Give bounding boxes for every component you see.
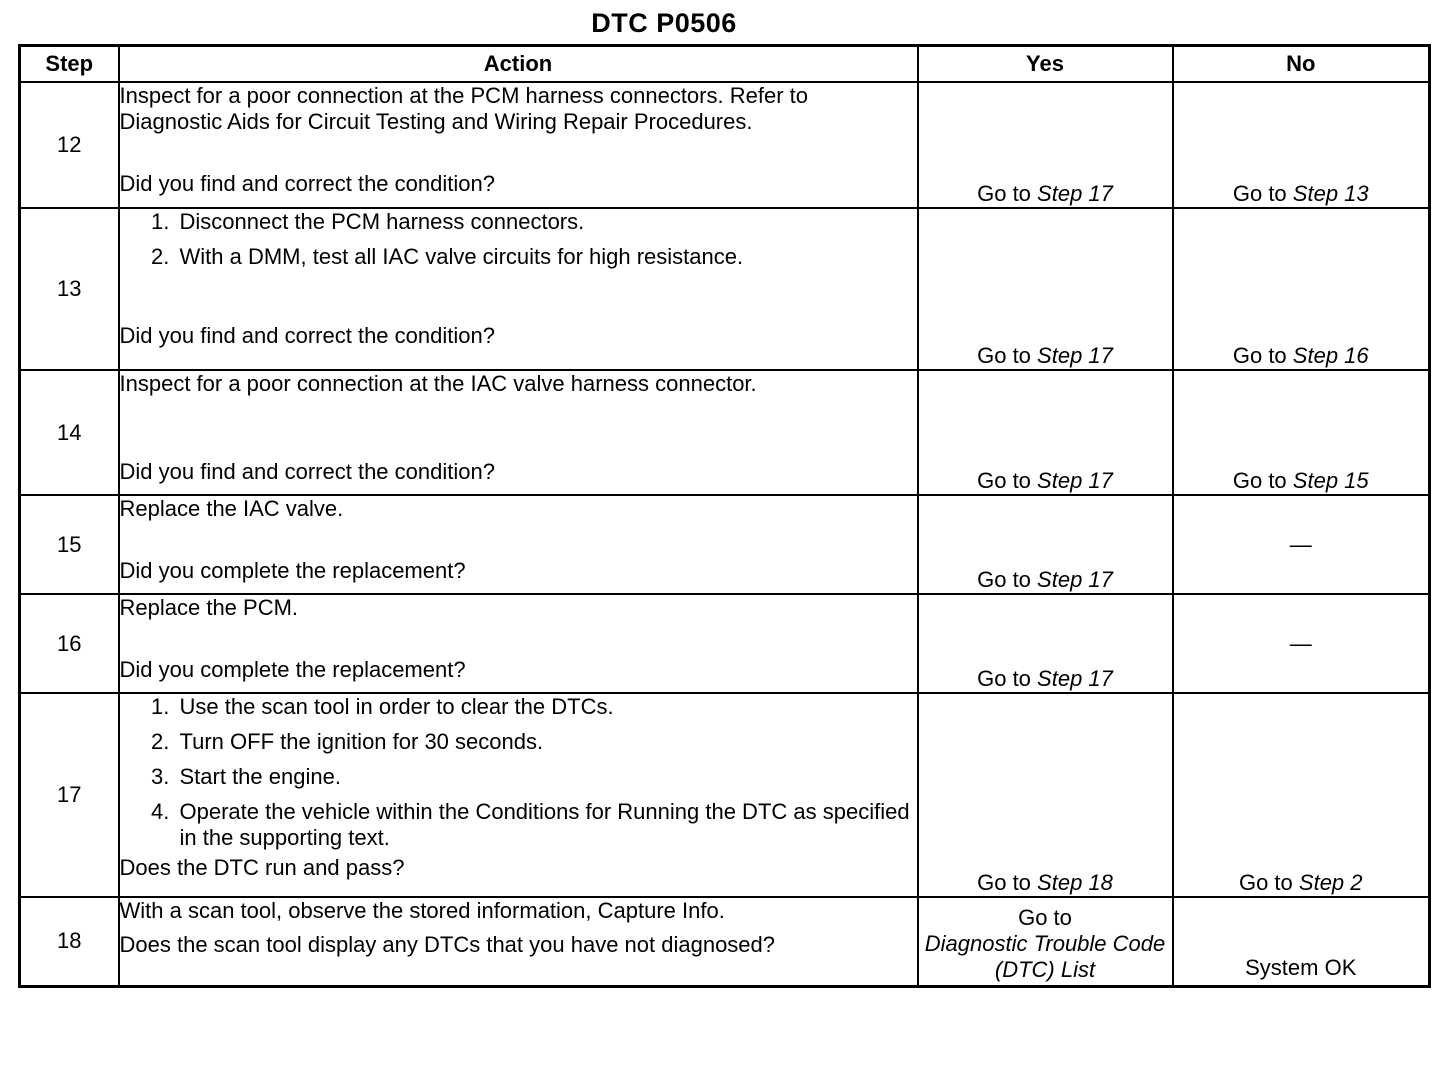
action-text: With a scan tool, observe the stored information, Capture Info. xyxy=(119,898,725,923)
list-item: 2. With a DMM, test all IAC valve circuits for high resistance. xyxy=(176,244,917,279)
action-cell xyxy=(119,82,918,208)
yes-step-link[interactable]: Step 17 xyxy=(1037,343,1113,368)
yes-cell xyxy=(918,208,1173,370)
yes-cell xyxy=(918,370,1173,495)
no-system-ok: System OK xyxy=(1245,954,1357,980)
action-cell xyxy=(119,495,918,594)
table-row xyxy=(20,693,1430,897)
list-item: 1. Disconnect the PCM harness connectors. xyxy=(176,209,917,244)
action-steps-list xyxy=(120,209,917,279)
yes-prefix: Go to xyxy=(977,181,1031,206)
action-text: Replace the IAC valve. xyxy=(119,496,344,521)
action-cell xyxy=(119,370,918,495)
table-row xyxy=(20,495,1430,594)
list-item: 3. Start the engine. xyxy=(176,764,917,799)
yes-prefix: Go to xyxy=(977,666,1031,691)
no-prefix: Go to xyxy=(1232,343,1287,368)
action-question: Does the DTC run and pass? xyxy=(119,855,405,880)
yes-step-link[interactable]: Step 18 xyxy=(1037,870,1113,895)
list-item: 1. Use the scan tool in order to clear the DTCs. xyxy=(176,694,917,729)
yes-cell xyxy=(918,693,1173,897)
action-cell xyxy=(119,594,918,693)
yes-dtc-list-link[interactable]: Diagnostic Trouble Code (DTC) List xyxy=(924,930,1166,982)
no-dash: — xyxy=(1289,531,1312,557)
step-number: 13 xyxy=(20,208,119,370)
table-row xyxy=(20,208,1430,370)
action-question: Did you find and correct the condition? xyxy=(119,323,495,348)
no-cell xyxy=(1173,594,1430,693)
no-dash: — xyxy=(1289,630,1312,656)
step-number: 18 xyxy=(20,897,119,986)
yes-cell xyxy=(918,82,1173,208)
yes-cell xyxy=(918,495,1173,594)
action-question: Did you find and correct the condition? xyxy=(119,459,495,484)
no-cell xyxy=(1173,82,1430,208)
step-number: 14 xyxy=(20,370,119,495)
table-header-row xyxy=(20,46,1430,83)
action-steps-list xyxy=(120,694,917,855)
yes-prefix: Go to xyxy=(977,870,1031,895)
step-number: 15 xyxy=(20,495,119,594)
yes-prefix: Go to xyxy=(977,567,1031,592)
yes-prefix: Go to xyxy=(977,468,1031,493)
yes-step-link[interactable]: Step 17 xyxy=(1037,567,1113,592)
yes-step-link[interactable]: Step 17 xyxy=(1037,181,1113,206)
step-number: 12 xyxy=(20,82,119,208)
no-prefix: Go to xyxy=(1232,468,1287,493)
no-step-link[interactable]: Step 15 xyxy=(1292,468,1369,493)
diagnostic-table xyxy=(18,44,1431,988)
document-title: DTC P0506 xyxy=(591,8,737,38)
action-question: Did you find and correct the condition? xyxy=(119,171,495,196)
action-text: Inspect for a poor connection at the PCM harness connectors. Refer to Diagnostic Aids for Circuit Testing and Wiring Repair Procedures. xyxy=(119,83,808,134)
header-no: No xyxy=(1173,46,1430,83)
no-step-link[interactable]: Step 2 xyxy=(1298,870,1363,895)
list-item: 4. Operate the vehicle within the Conditions for Running the DTC as specified in the supporting text. xyxy=(176,799,917,855)
header-action: Action xyxy=(119,46,918,83)
no-step-link[interactable]: Step 13 xyxy=(1292,181,1369,206)
action-cell xyxy=(119,693,918,897)
step-number: 17 xyxy=(20,693,119,897)
list-item: 2. Turn OFF the ignition for 30 seconds. xyxy=(176,729,917,764)
no-step-link[interactable]: Step 16 xyxy=(1292,343,1369,368)
action-cell xyxy=(119,897,918,986)
no-prefix: Go to xyxy=(1232,181,1287,206)
no-prefix: Go to xyxy=(1238,870,1293,895)
table-row xyxy=(20,82,1430,208)
action-question: Does the scan tool display any DTCs that you have not diagnosed? xyxy=(119,932,776,957)
header-step: Step xyxy=(20,46,119,83)
action-text: Inspect for a poor connection at the IAC valve harness connector. xyxy=(119,371,757,396)
table-row xyxy=(20,594,1430,693)
no-cell xyxy=(1173,208,1430,370)
action-question: Did you complete the replacement? xyxy=(119,558,466,583)
yes-prefix: Go to xyxy=(977,343,1031,368)
no-cell xyxy=(1173,370,1430,495)
yes-step-link[interactable]: Step 17 xyxy=(1037,468,1113,493)
action-cell xyxy=(119,208,918,370)
yes-cell xyxy=(918,594,1173,693)
step-number: 16 xyxy=(20,594,119,693)
no-cell xyxy=(1173,693,1430,897)
no-cell xyxy=(1173,897,1430,986)
action-text: Replace the PCM. xyxy=(119,595,299,620)
header-yes: Yes xyxy=(918,46,1173,83)
yes-cell xyxy=(918,897,1173,986)
table-row xyxy=(20,897,1430,986)
yes-prefix: Go to xyxy=(1018,904,1072,930)
table-row xyxy=(20,370,1430,495)
no-cell xyxy=(1173,495,1430,594)
action-question: Did you complete the replacement? xyxy=(119,657,466,682)
yes-step-link[interactable]: Step 17 xyxy=(1037,666,1113,691)
